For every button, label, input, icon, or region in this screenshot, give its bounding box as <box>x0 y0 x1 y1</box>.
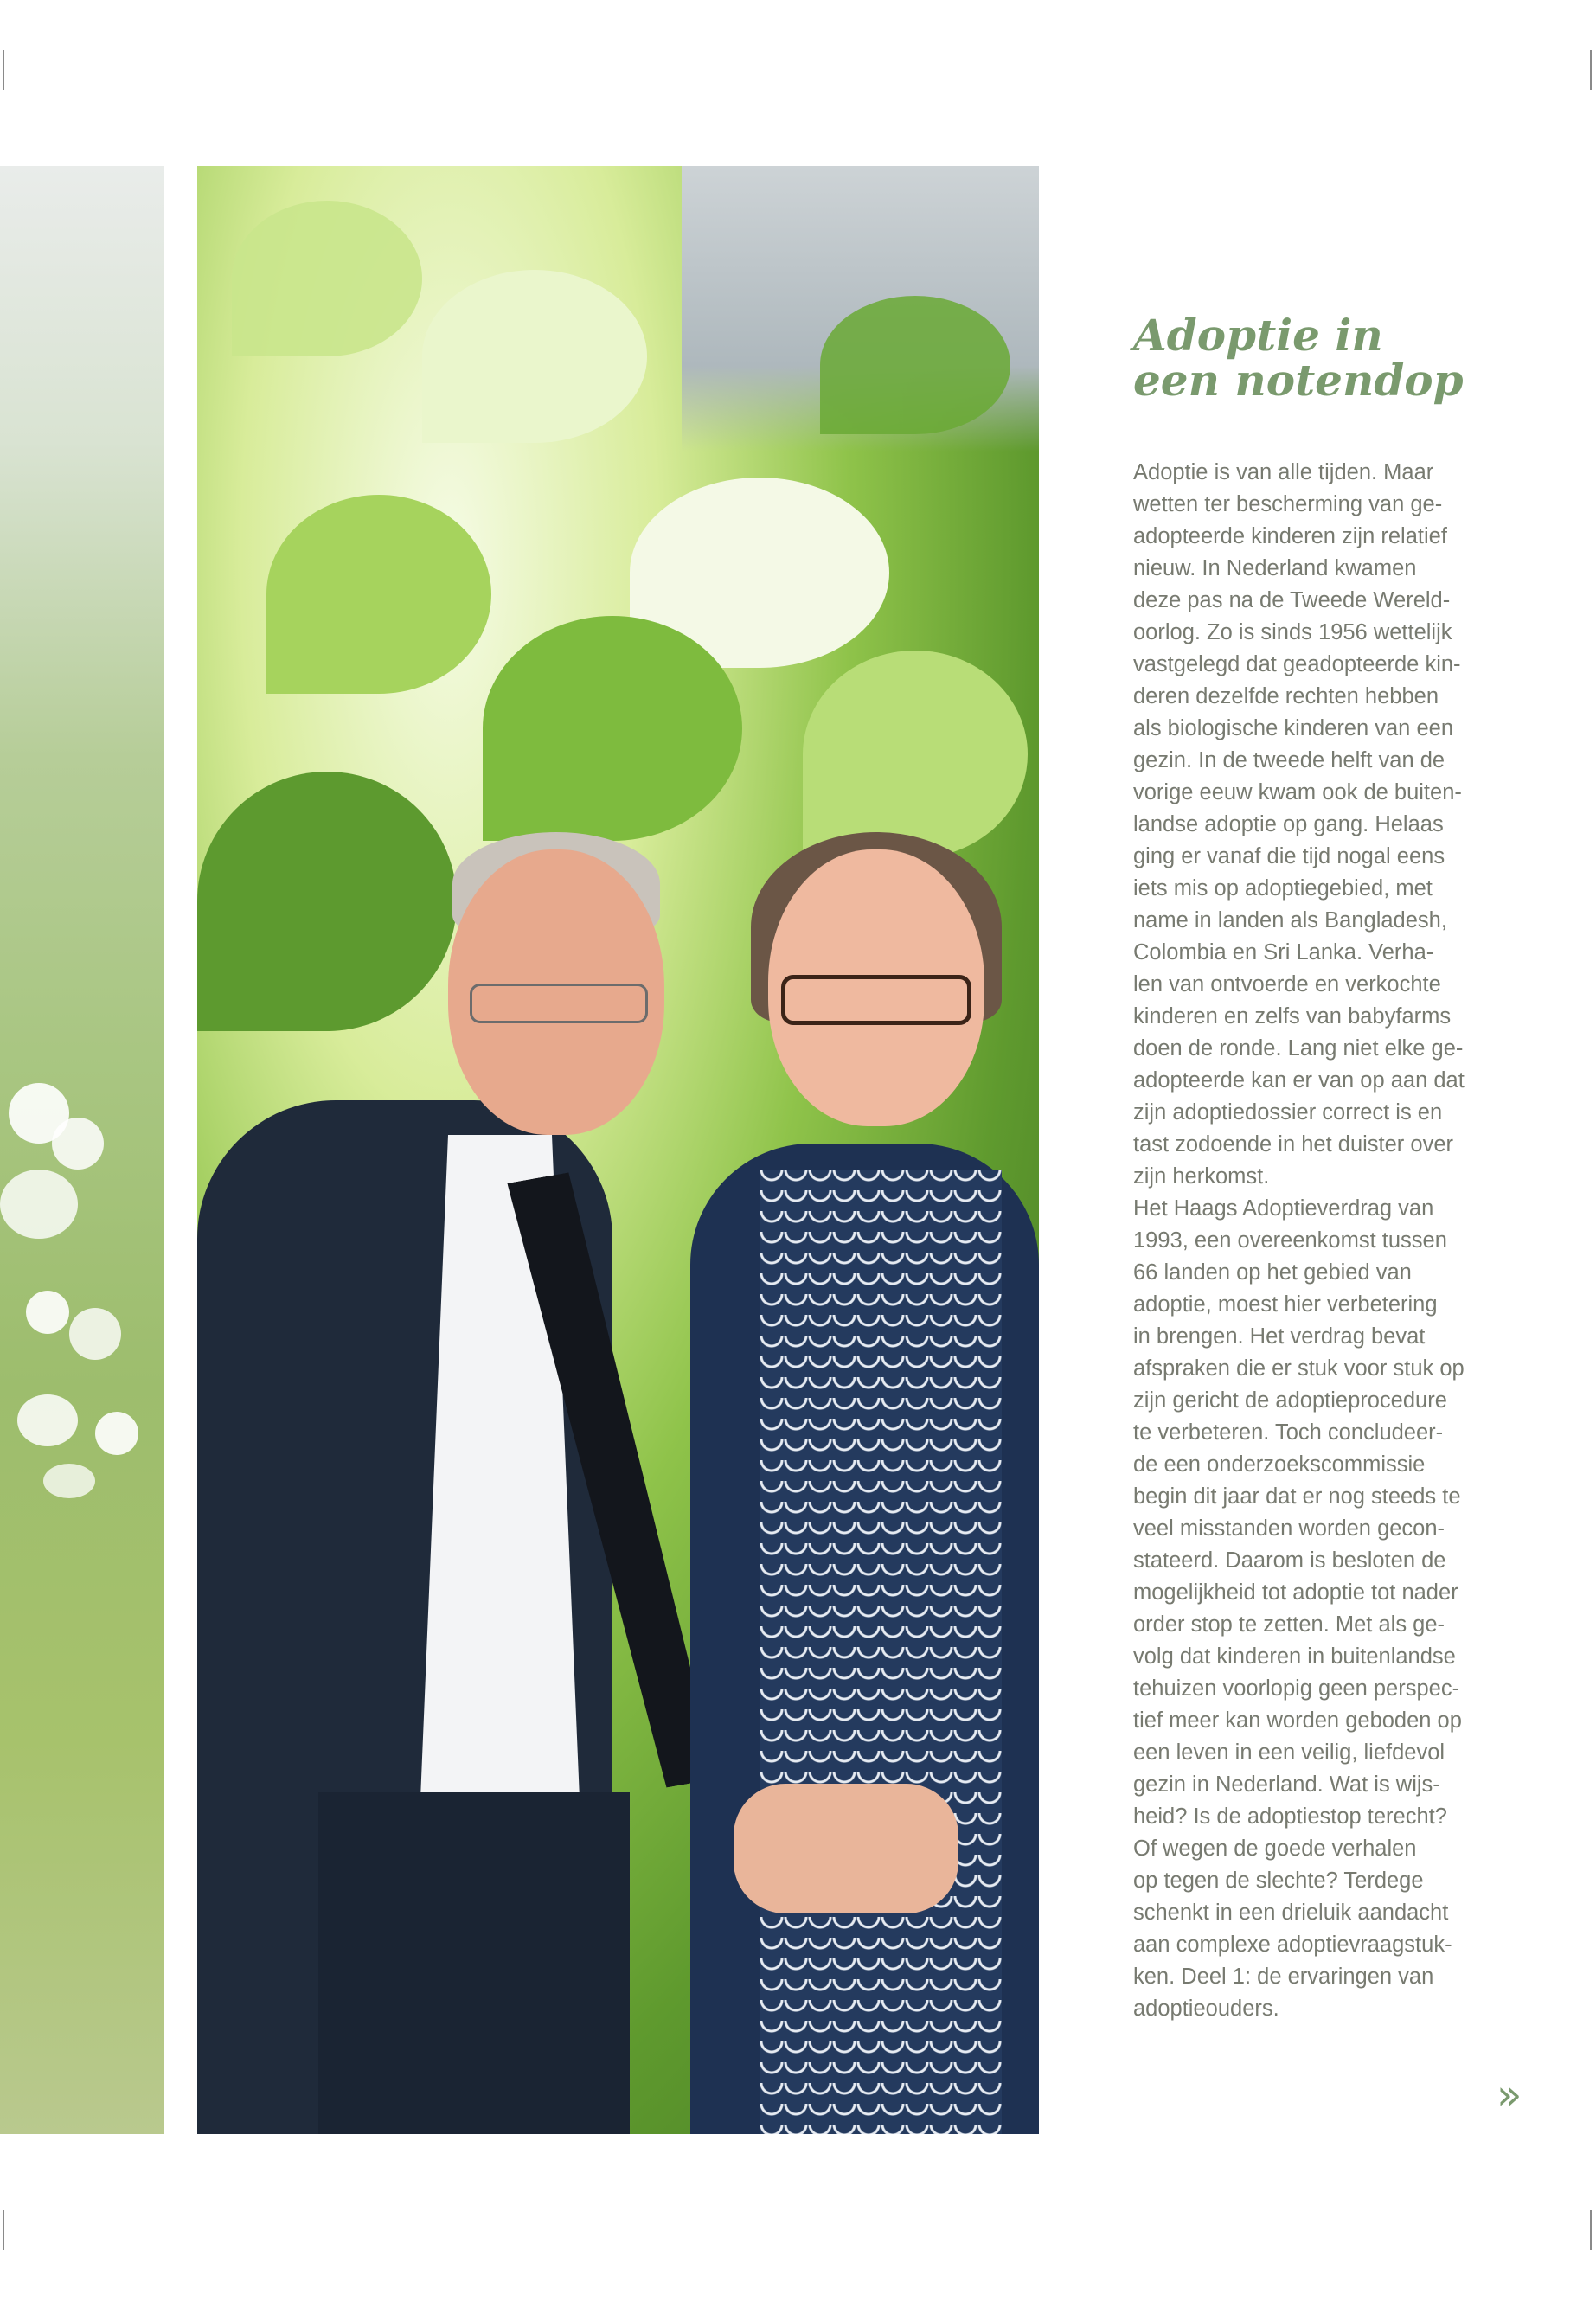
man-glasses <box>470 984 648 1023</box>
body-line: de een onderzoekscommissie <box>1133 1452 1426 1477</box>
crop-mark-top-right <box>1590 50 1592 90</box>
body-line: doen de ronde. Lang niet elke ge- <box>1133 1036 1464 1061</box>
woman-hands <box>734 1784 958 1913</box>
photo-foliage <box>803 651 1028 858</box>
body-line: adoptieouders. <box>1133 1997 1279 2021</box>
photo-foliage <box>232 201 422 356</box>
article-title <box>1133 310 1531 406</box>
body-line: afspraken die er stuk voor stuk op <box>1133 1356 1465 1381</box>
body-line: Het Haags Adoptieverdrag van <box>1133 1196 1434 1221</box>
body-line: heid? Is de adoptiestop terecht? <box>1133 1804 1447 1829</box>
body-line: zijn adoptiedossier correct is en <box>1133 1100 1443 1125</box>
body-line: nieuw. In Nederland kwamen <box>1133 556 1417 580</box>
body-line: tief meer kan worden geboden op <box>1133 1708 1462 1733</box>
body-line: een leven in een veilig, liefdevol <box>1133 1740 1445 1765</box>
photo-foliage <box>483 616 742 841</box>
photo-foliage <box>820 296 1010 434</box>
body-line: vastgelegd dat geadopteerde kin- <box>1133 652 1461 676</box>
body-line: begin dit jaar dat er nog steeds te <box>1133 1484 1461 1509</box>
body-line: ken. Deel 1: de ervaringen van <box>1133 1965 1434 1989</box>
body-line: zijn gericht de adoptieprocedure <box>1133 1388 1447 1413</box>
body-line: volg dat kinderen in buitenlandse <box>1133 1644 1456 1669</box>
body-line: 66 landen op het gebied van <box>1133 1260 1412 1285</box>
body-line: te verbeteren. Toch concludeer- <box>1133 1420 1444 1445</box>
body-line: adoptie, moest hier verbetering <box>1133 1292 1438 1317</box>
title-line: een notendop <box>1133 355 1464 406</box>
double-chevron-right-icon[interactable]: » <box>1497 2071 1522 2119</box>
body-line: vorige eeuw kwam ook de buiten- <box>1133 780 1462 804</box>
body-line: name in landen als Bangladesh, <box>1133 908 1447 933</box>
body-line: schenkt in een drieluik aandacht <box>1133 1900 1449 1925</box>
body-line: adopteerde kinderen zijn relatief <box>1133 524 1447 548</box>
body-line: op tegen de slechte? Terdege <box>1133 1868 1424 1893</box>
crop-mark-bottom-left <box>3 2210 4 2250</box>
body-line: order stop te zetten. Met als ge- <box>1133 1612 1445 1637</box>
flower-strip-photo <box>0 166 164 2134</box>
photo-foliage <box>197 772 457 1031</box>
body-line: wetten ter bescherming van ge- <box>1133 492 1443 516</box>
body-line: deren dezelfde rechten hebben <box>1133 684 1439 708</box>
body-line: 1993, een overeenkomst tussen <box>1133 1228 1447 1253</box>
woman-dress <box>760 1170 1002 2134</box>
body-line: zijn herkomst. <box>1133 1164 1270 1189</box>
body-line: mogelijkheid tot adoptie tot nader <box>1133 1580 1458 1605</box>
body-line: Colombia en Sri Lanka. Verha- <box>1133 940 1434 965</box>
body-line: Of wegen de goede verhalen <box>1133 1836 1417 1861</box>
body-line: oorlog. Zo is sinds 1956 wettelijk <box>1133 620 1452 644</box>
body-line: landse adoptie op gang. Helaas <box>1133 812 1444 836</box>
photo-foliage <box>422 270 647 443</box>
body-line: in brengen. Het verdrag bevat <box>1133 1324 1426 1349</box>
body-line: tast zodoende in het duister over <box>1133 1132 1453 1157</box>
body-line: stateerd. Daarom is besloten de <box>1133 1548 1446 1573</box>
body-line: als biologische kinderen van een <box>1133 716 1453 740</box>
body-line: aan complexe adoptievraagstuk- <box>1133 1932 1452 1957</box>
photo-foliage <box>266 495 491 694</box>
body-line: deze pas na de Tweede Wereld- <box>1133 588 1451 612</box>
body-line: adopteerde kan er van op aan dat <box>1133 1068 1465 1093</box>
article-body <box>1133 457 1518 2025</box>
crop-mark-top-left <box>3 50 4 90</box>
body-line: ging er vanaf die tijd nogal eens <box>1133 844 1445 868</box>
body-line: Adoptie is van alle tijden. Maar <box>1133 460 1434 484</box>
body-line: veel misstanden worden gecon- <box>1133 1516 1445 1541</box>
body-line: gezin. In de tweede helft van de <box>1133 748 1445 772</box>
body-line: tehuizen voorlopig geen perspec- <box>1133 1676 1460 1701</box>
body-line: kinderen en zelfs van babyfarms <box>1133 1004 1452 1029</box>
title-line: Adoptie in <box>1133 310 1383 361</box>
couple-photo <box>197 166 1039 2134</box>
body-line: gezin in Nederland. Wat is wijs- <box>1133 1772 1440 1797</box>
crop-mark-bottom-right <box>1590 2210 1592 2250</box>
body-line: iets mis op adoptiegebied, met <box>1133 876 1433 901</box>
body-line: len van ontvoerde en verkochte <box>1133 972 1441 997</box>
man-trousers <box>318 1792 630 2134</box>
woman-glasses <box>781 975 971 1025</box>
